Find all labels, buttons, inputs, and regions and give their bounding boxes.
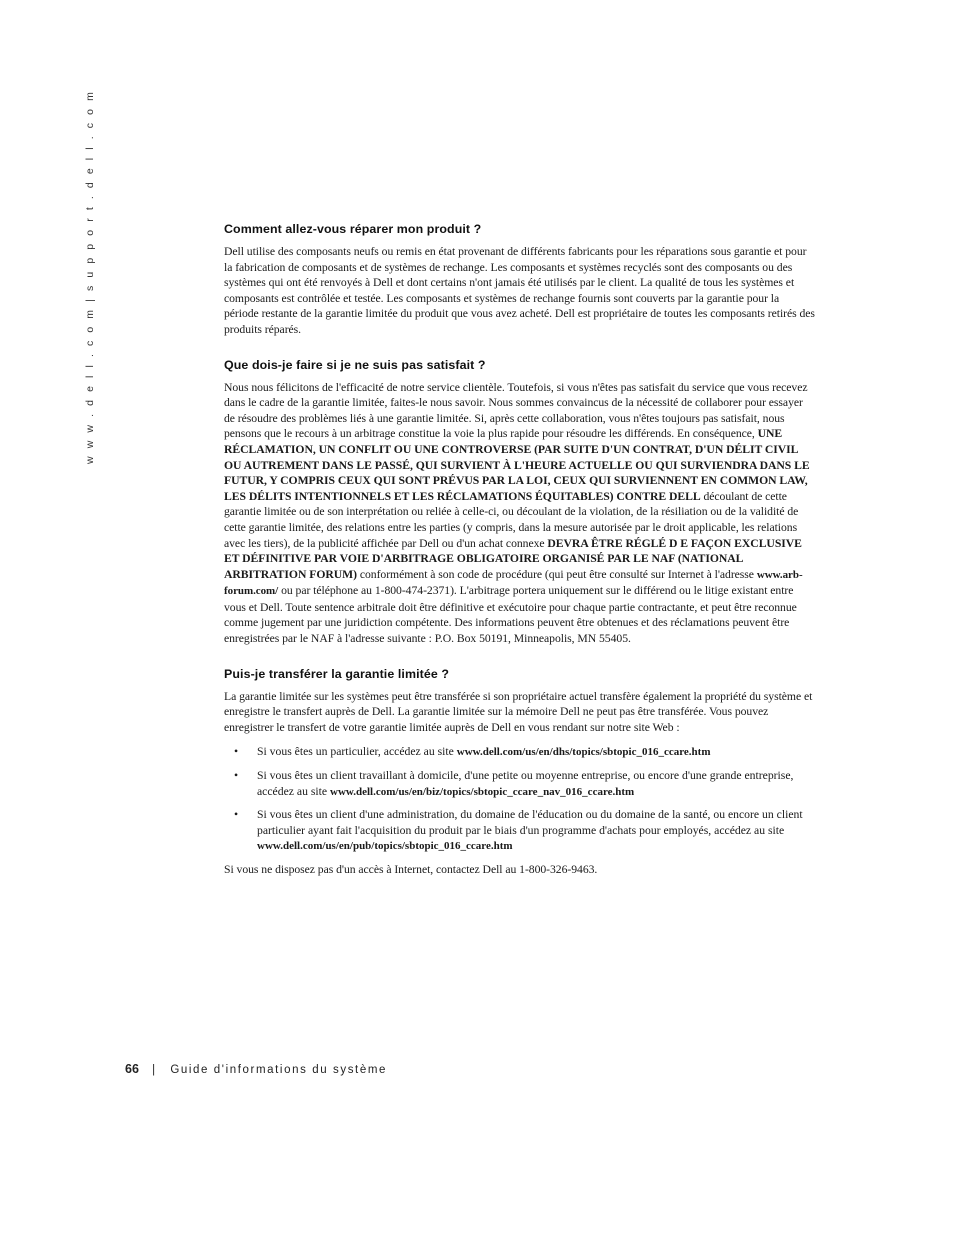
- paragraph-text: ou par téléphone au 1-800-474-2371). L'arbitrage portera uniquement sur le différend ou le litige existant entre vous et Dell. Toute sentence arbitrale doit être définitive et exécutoire pour chaque partie contractante, et peut être reconnue comme jugement par une juridiction compétente. Des informations peuvent être obtenues et des réclamations peuvent être enregistrées par le NAF à l'adresse suivante : P.O. Box 50191, Minneapolis, MN 55405.: [224, 584, 797, 646]
- section-heading: Puis-je transférer la garantie limitée ?: [224, 666, 450, 681]
- transfer-options-list: [224, 744, 816, 855]
- closing-paragraph: Si vous ne disposez pas d'un accès à Internet, contactez Dell au 1-800-326-9463.: [224, 863, 598, 876]
- list-item-text: Si vous êtes un particulier, accédez au site: [257, 745, 454, 759]
- list-item-text: Si vous êtes un client d'une administration, du domaine de l'éducation ou du domaine de la santé, ou encore un client particulier ayant fait l'acquisition du produit par le biais d'un programme d'achats pour employés, accédez au site: [257, 808, 803, 837]
- list-item: [224, 807, 816, 855]
- paragraph-text: conformément à son code de procédure (qui peut être consulté sur Internet à l'adresse: [359, 567, 754, 581]
- bullet-icon: •: [234, 769, 239, 783]
- paragraph-text: découlant de cette garantie limitée ou de son interprétation ou reliée à celle-ci, ou découlant de la violation, de la résiliation ou de la validité de cette garantie limitée, des relations entre les parties (y compris, dans la mesure autorisée par le droit applicable, les relations avec les tiers), de la publicité affichée par Dell ou d'un achat connexe: [224, 489, 799, 550]
- bullet-icon: •: [234, 745, 239, 759]
- pub-link[interactable]: www.dell.com/us/en/pub/topics/sbtopic_016_ccare.htm: [257, 840, 513, 853]
- page-content: [224, 221, 816, 897]
- footer-separator: |: [152, 1064, 156, 1076]
- section-paragraph: La garantie limitée sur les systèmes peut être transférée si son propriétaire actuel transfère également la propriété du système et enregistre le transfert auprès de Dell. La garantie limitée sur la mémoire Dell ne peut pas être transférée. Vous pouvez enregistrer le transfert de votre garantie limitée auprès de Dell en vous rendant sur notre site Web :: [224, 689, 813, 734]
- section-not-satisfied: [224, 357, 816, 647]
- section-paragraph: Dell utilise des composants neufs ou remis en état provenant de différents fabricants pour les réparations sous garantie et pour la fabrication de composants et de systèmes de rechange. Les composants et systèmes recyclés sont des composants ou des systèmes qui ont été renvoyés à Dell et dont certains n'ont jamais été utilisés par le client. La qualité de tous les systèmes et composants est contrôlée et testée. Les composants et systèmes de rechange fournis sont couverts par la garantie pour la période restante de la garantie limitée du produit que vous avez acheté. Dell est propriétaire de toutes les composants retirés des produits réparés.: [224, 245, 815, 336]
- side-url-text: w w w . d e l l . c o m | s u p p o r t . d e l l . c o m: [84, 89, 96, 464]
- page-number: 66: [125, 1062, 139, 1076]
- list-item: [224, 744, 816, 761]
- footer-title: Guide d'informations du système: [170, 1064, 388, 1076]
- list-item: [224, 768, 816, 800]
- bullet-icon: •: [234, 808, 239, 822]
- page-footer: [125, 1062, 387, 1076]
- section-repair: [224, 221, 816, 338]
- list-item-text: Si vous êtes un client travaillant à domicile, d'une petite ou moyenne entreprise, ou encore d'une grande entreprise, accédez au site: [257, 769, 794, 798]
- paragraph-text: Nous nous félicitons de l'efficacité de notre service clientèle. Toutefois, si vous n'êtes pas satisfait du service que vous recevez dans le cadre de la garantie limitée, faites-le nous savoir. Nous sommes convaincus de la nécessité de collaborer pour essayer de résoudre des problèmes liés à une garantie limitée. Si, après cette collaboration, vous n'êtes toujours pas satisfait, nous pensons que le recours à un arbitrage constitue la voie la plus rapide pour résoudre les différends. En conséquence,: [224, 380, 808, 441]
- section-heading: Comment allez-vous réparer mon produit ?: [224, 222, 482, 236]
- side-url-banner: [84, 89, 96, 464]
- legal-caps-text: DEVRA ÊTRE RÉGLÉ D E FAÇON EXCLUSIVE ET DÉFINITIVE PAR VOIE D'ARBITRAGE OBLIGATOIRE ORGANISÉ PAR LE NAF (NATIONAL ARBITRATION FORUM): [224, 536, 802, 581]
- dhs-link[interactable]: www.dell.com/us/en/dhs/topics/sbtopic_016_ccare.htm: [456, 746, 711, 759]
- section-transfer: [224, 666, 816, 878]
- biz-link[interactable]: www.dell.com/us/en/biz/topics/sbtopic_ccare_nav_016_ccare.htm: [330, 785, 635, 798]
- section-heading: Que dois-je faire si je ne suis pas satisfait ?: [224, 357, 486, 372]
- arb-forum-link[interactable]: www.arb-forum.com/: [224, 568, 803, 598]
- section-paragraph: [224, 380, 816, 647]
- legal-caps-text: UNE RÉCLAMATION, UN CONFLIT OU UNE CONTROVERSE (PAR SUITE D'UN CONTRAT, D'UN DÉLIT CIVIL OU AUTREMENT DANS LE PASSÉ, QUI SURVIENT À L'HEURE ACTUELLE OU QUI SURVIENDRA DANS LE FUTUR, Y COMPRIS CEUX QUI SONT PRÉVUS PAR LA LOI, CEUX QUI SURVIENNENT EN COMMON LAW, LES DÉLITS INTENTIONNELS ET LES RÉCLAMATIONS ÉQUITABLES) CONTRE DELL: [224, 427, 810, 503]
